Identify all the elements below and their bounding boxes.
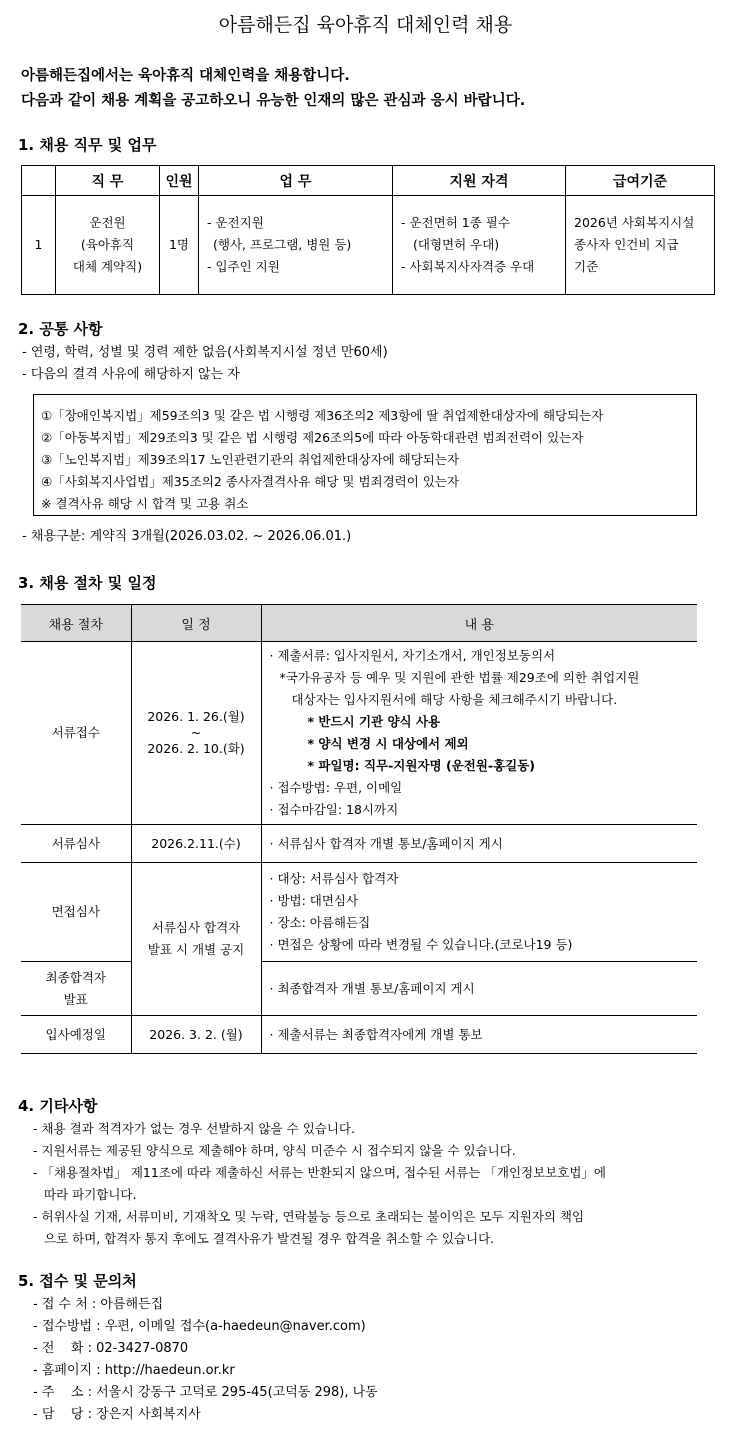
section-heading: 5. 접수 및 문의처 [18, 1272, 137, 1290]
contact-method[interactable]: - 접수방법 : 우편, 이메일 접수(a-haedeun@naver.com) [33, 1319, 366, 1334]
cell-line: 운전원 [89, 215, 126, 230]
table-header: 업 무 [199, 166, 393, 196]
cell-line: · 접수마감일: 18시까지 [269, 802, 399, 817]
duties-cell [199, 196, 393, 295]
cell-line: * 반드시 기관 양식 사용 [307, 714, 441, 729]
cell-line: 대체 계약직) [72, 259, 143, 274]
cell-line: · 장소: 아름해든집 [269, 915, 371, 930]
cell-line: · 대상: 서류심사 합격자 [269, 871, 399, 886]
note-line: - 채용 결과 적격자가 없는 경우 선발하지 않을 수 있습니다. [33, 1121, 355, 1136]
note-line: - 허위사실 기재, 서류미비, 기재착오 및 누락, 연락불능 등으로 초래되는 불이익은 모두 지원자의 책임 [33, 1209, 585, 1224]
cell-line: (육아휴직 [80, 237, 135, 252]
cell-line: · 접수방법: 우편, 이메일 [269, 780, 403, 795]
stage-cell [21, 962, 131, 1016]
cell-line: *국가유공자 등 예우 및 지원에 관한 법률 제29조에 의한 취업지원 [279, 670, 640, 685]
cell-line: 대상자는 입사지원서에 해당 사항을 체크해주시기 바랍니다. [291, 692, 618, 707]
section-heading: 3. 채용 절차 및 일정 [18, 574, 157, 592]
table-header-row [22, 166, 715, 196]
cell-line: 발표 시 개별 공지 [147, 942, 245, 957]
cell-line: 서류심사 합격자 [151, 920, 241, 935]
contact-address: - 주 소 : 서울시 강동구 고덕로 295-45(고덕동 298), 나동 [33, 1385, 378, 1400]
cell-line: 종사자 인건비 지급 [574, 237, 679, 252]
contact-phone: - 전 화 : 02-3427-0870 [33, 1341, 189, 1356]
note-line: 따라 파기합니다. [44, 1187, 137, 1202]
disqualification-item: ②「아동복지법」제29조의3 및 같은 법 시행령 제26조의5에 따라 아동학대관련 범죄전력이 있는자 [41, 430, 584, 445]
table-header: 인원 [160, 166, 199, 196]
cell-line: 2026년 사회복지시설 [574, 215, 695, 230]
table-header: 내 용 [261, 605, 697, 642]
cell-line: ~ [190, 725, 202, 740]
cell-line: (행사, 프로그램, 병원 등) [213, 237, 352, 252]
intro-line: 다음과 같이 채용 계획을 공고하오니 유능한 인재의 많은 관심과 응시 바랍니다. [21, 93, 526, 109]
table-row [21, 863, 697, 962]
disqualification-box [33, 394, 697, 516]
section-heading: 2. 공통 사항 [18, 320, 103, 338]
requirement-item: - 연령, 학력, 성별 및 경력 제한 없음(사회복지시설 정년 만60세) [22, 345, 388, 360]
disqualification-note: ※ 결격사유 해당 시 합격 및 고용 취소 [41, 496, 249, 511]
cell-line: (대형면허 우대) [413, 237, 500, 252]
table-header: 직 무 [56, 166, 160, 196]
content-cell: · 서류심사 합격자 개별 통보/홈페이지 게시 [261, 825, 697, 863]
note-line: - 지원서류는 제공된 양식으로 제출해야 하며, 양식 미준수 시 접수되지 않을 수 있습니다. [33, 1143, 516, 1158]
table-row [22, 196, 715, 295]
cell-line: - 사회복지사자격증 우대 [401, 259, 535, 274]
section-heading: 1. 채용 직무 및 업무 [18, 136, 157, 154]
stage-cell: 서류심사 [21, 825, 131, 863]
headcount-cell: 1명 [160, 196, 199, 295]
disqualification-item: ①「장애인복지법」제59조의3 및 같은 법 시행령 제36조의2 제3항에 딸 취업제한대상자에 해당되는자 [41, 408, 604, 423]
note-line: 으로 하며, 합격자 통지 후에도 결격사유가 발견될 경우 합격을 취소할 수 있습니다. [44, 1231, 495, 1246]
employment-type: - 채용구분: 계약직 3개월(2026.03.02. ~ 2026.06.01.) [22, 529, 352, 544]
table-header: 지원 자격 [393, 166, 566, 196]
stage-cell: 면접심사 [21, 863, 131, 962]
content-cell: · 제출서류는 최종합격자에게 개별 통보 [261, 1016, 697, 1054]
page-title: 아름해든집 육아휴직 대체인력 채용 [218, 14, 513, 36]
table-header: 채용 절차 [21, 605, 131, 642]
content-cell [261, 642, 697, 825]
table-row [21, 1016, 697, 1054]
cell-line: * 파일명: 직무-지원자명 (운전원-홍길동) [307, 758, 536, 773]
row-number: 1 [22, 196, 56, 295]
table-row [21, 962, 697, 1016]
contact-person: - 담 당 : 장은지 사회복지사 [33, 1407, 201, 1422]
cell-line: - 운전면허 1종 필수 [401, 215, 510, 230]
table-header [22, 166, 56, 196]
schedule-table [21, 604, 697, 1054]
cell-line: - 운전지원 [207, 215, 264, 230]
table-row [21, 825, 697, 863]
stage-cell: 서류접수 [21, 642, 131, 825]
cell-line: * 양식 변경 시 대상에서 제외 [307, 736, 469, 751]
cell-line: 2026. 1. 26.(월) [147, 709, 245, 724]
note-line: - 「채용절차법」 제11조에 따라 제출하신 서류는 반환되지 않으며, 접수된 서류는 「개인정보보호법」에 [33, 1165, 606, 1180]
cell-line: · 방법: 대면심사 [269, 893, 359, 908]
salary-cell [566, 196, 715, 295]
contact-homepage[interactable]: - 홈페이지 : http://haedeun.or.kr [33, 1363, 235, 1378]
contact-receiver: - 접 수 처 : 아름해든집 [33, 1297, 164, 1312]
schedule-cell: 2026.2.11.(수) [131, 825, 261, 863]
table-row [21, 642, 697, 825]
cell-line: 발표 [63, 991, 88, 1007]
cell-line: 기준 [574, 259, 599, 274]
content-cell [261, 863, 697, 962]
table-header: 급여기준 [566, 166, 715, 196]
job-table [21, 165, 715, 295]
job-cell [56, 196, 160, 295]
intro-line: 아름해든집에서는 육아휴직 대체인력을 채용합니다. [21, 68, 350, 84]
cell-line: · 면접은 상황에 따라 변경될 수 있습니다.(코로나19 등) [269, 937, 573, 952]
schedule-cell: 2026. 3. 2. (월) [131, 1016, 261, 1054]
cell-line: - 입주인 지원 [207, 259, 280, 274]
table-header-row [21, 605, 697, 642]
section-heading: 4. 기타사항 [18, 1097, 98, 1115]
cell-line: · 제출서류: 입사지원서, 자기소개서, 개인정보동의서 [269, 648, 556, 663]
qualification-cell [393, 196, 566, 295]
disqualification-item: ④「사회복지사업법」제35조의2 종사자결격사유 해당 및 범죄경력이 있는자 [41, 474, 460, 489]
disqualification-item: ③「노인복지법」제39조의17 노인관련기관의 취업제한대상자에 해당되는자 [41, 452, 460, 467]
cell-line: 2026. 2. 10.(화) [147, 741, 245, 756]
schedule-cell [131, 863, 261, 1016]
stage-cell: 입사예정일 [21, 1016, 131, 1054]
table-header: 일 정 [131, 605, 261, 642]
cell-line: 최종합격자 [45, 969, 106, 985]
content-cell: · 최종합격자 개별 통보/홈페이지 게시 [261, 962, 697, 1016]
requirement-item: - 다음의 결격 사유에 해당하지 않는 자 [22, 367, 240, 382]
schedule-cell [131, 642, 261, 825]
